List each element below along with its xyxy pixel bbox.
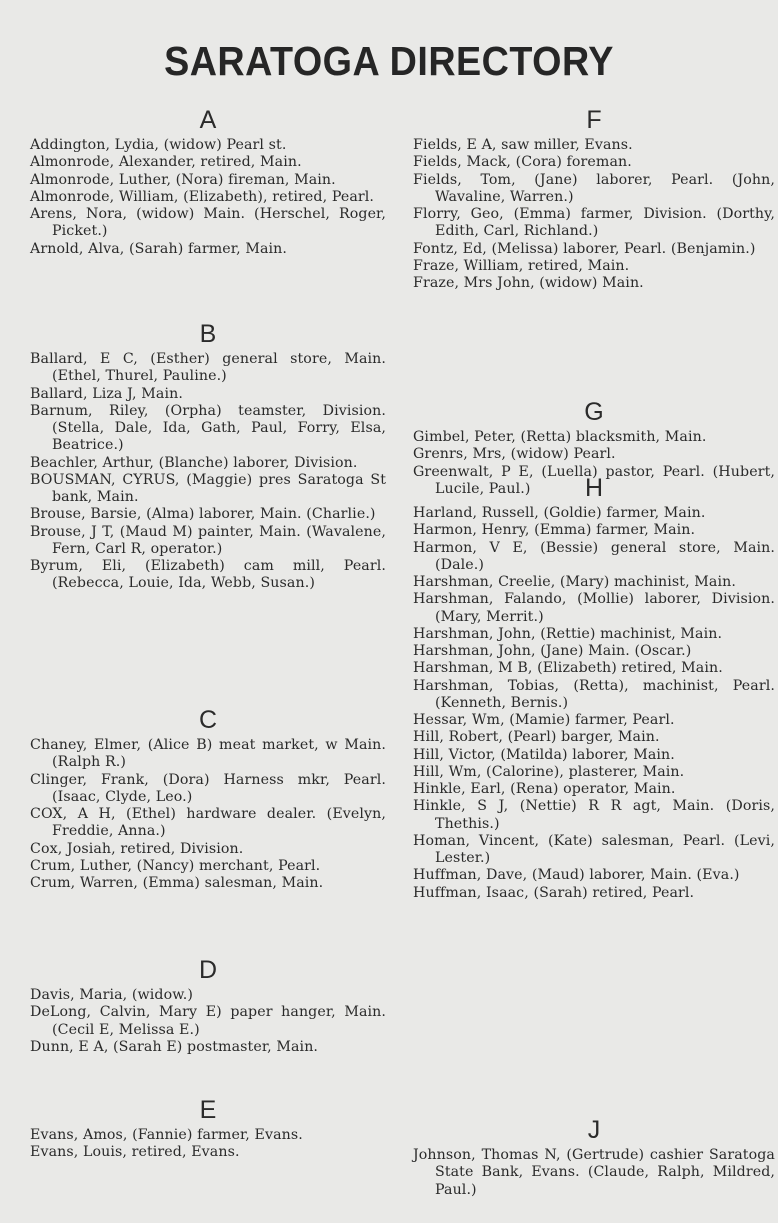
section-b [30,320,386,593]
directory-entry: Harshman, M B, (Elizabeth) retired, Main. [413,660,723,677]
directory-entry: Harmon, Henry, (Emma) farmer, Main. [413,522,696,539]
directory-entry: Dunn, E A, (Sarah E) postmaster, Main. [30,1038,319,1055]
directory-entry: Fontz, Ed, (Melissa) laborer, Pearl. (Benjamin.) [413,240,756,257]
directory-entry: Florry, Geo, (Emma) farmer, Division. (Dorthy, Edith, Carl, Richland.) [413,206,775,240]
directory-entry: Homan, Vincent, (Kate) salesman, Pearl. (Levi, Lester.) [413,832,775,866]
section-letter: D [198,956,218,984]
directory-entry: Greenwalt, P E, (Luella) pastor, Pearl. (Hubert, Lucile, Paul.) [413,463,775,497]
directory-entry: Hessar, Wm, (Mamie) farmer, Pearl. [413,712,675,728]
directory-entry: Harland, Russell, (Goldie) farmer, Main. [413,505,706,521]
directory-entry: Brouse, J T, (Maud M) painter, Main. (Wavalene, Fern, Carl R, operator.) [30,523,386,557]
directory-entry: Harshman, Falando, (Mollie) laborer, Division. (Mary, Merrit.) [413,591,775,625]
section-letter: A [199,106,217,134]
page-title: SARATOGA DIRECTORY [164,38,614,84]
directory-entry: Cox, Josiah, retired, Division. [30,840,244,857]
section-f [413,106,775,292]
directory-entry: Davis, Maria, (widow.) [30,987,194,1003]
directory-entry: Huffman, Isaac, (Sarah) retired, Pearl. [413,884,695,901]
section-letter: J [587,1116,601,1144]
directory-entry: Fraze, William, retired, Main. [413,257,630,274]
directory-entry: Johnson, Thomas N, (Gertrude) cashier Saratoga State Bank, Evans. (Claude, Ralph, Mildred, Paul.) [413,1147,775,1198]
directory-entry: Fields, E A, saw miller, Evans. [413,137,633,153]
directory-entry: Hinkle, Earl, (Rena) operator, Main. [413,781,676,797]
directory-entry: Almonrode, Alexander, retired, Main. [30,154,302,171]
directory-entry: Fields, Tom, (Jane) laborer, Pearl. (John, Wavaline, Warren.) [413,171,775,205]
directory-entry: Hill, Victor, (Matilda) laborer, Main. [413,746,675,763]
directory-entry: Harshman, Tobias, (Retta), machinist, Pearl. (Kenneth, Bernis.) [413,677,775,711]
section-h [413,474,775,902]
section-letter: B [199,320,217,348]
directory-entry: Harshman, Creelie, (Mary) machinist, Main. [413,574,736,590]
directory-entry: Fraze, Mrs John, (widow) Main. [413,275,644,291]
directory-entry: DeLong, Calvin, Mary E) paper hanger, Main. (Cecil E, Melissa E.) [30,1004,386,1038]
section-e [30,1096,386,1162]
section-letter: E [199,1096,217,1124]
section-c [30,706,386,892]
directory-entry: Brouse, Barsie, (Alma) laborer, Main. (Charlie.) [30,506,376,523]
section-letter: F [586,106,602,134]
directory-entry: COX, A H, (Ethel) hardware dealer. (Evelyn, Freddie, Anna.) [30,806,386,840]
directory-entry: Fields, Mack, (Cora) foreman. [413,154,632,171]
directory-entry: Addington, Lydia, (widow) Pearl st. [30,137,287,153]
directory-entry: Byrum, Eli, (Elizabeth) cam mill, Pearl. (Rebecca, Louie, Ida, Webb, Susan.) [30,558,386,592]
section-letter: H [584,474,604,502]
section-j [413,1116,775,1199]
directory-entry: Huffman, Dave, (Maud) laborer, Main. (Eva.) [413,867,740,884]
directory-entry: BOUSMAN, CYRUS, (Maggie) pres Saratoga St bank, Main. [30,471,386,505]
section-letter: C [198,706,218,734]
directory-entry: Chaney, Elmer, (Alice B) meat market, w Main. (Ralph R.) [30,737,386,771]
directory-entry: Beachler, Arthur, (Blanche) laborer, Division. [30,454,358,471]
directory-entry: Evans, Amos, (Fannie) farmer, Evans. [30,1127,303,1143]
section-d [30,956,386,1056]
directory-entry: Harshman, John, (Rettie) machinist, Main. [413,625,723,642]
directory-entry: Harshman, John, (Jane) Main. (Oscar.) [413,643,692,659]
section-a [30,106,386,258]
directory-entry: Gimbel, Peter, (Retta) blacksmith, Main. [413,429,707,445]
directory-entry: Almonrode, William, (Elizabeth), retired, Pearl. [30,188,375,205]
directory-entry: Ballard, E C, (Esther) general store, Main. (Ethel, Thurel, Pauline.) [30,351,386,385]
directory-entry: Evans, Louis, retired, Evans. [30,1144,240,1161]
directory-entry: Almonrode, Luther, (Nora) fireman, Main. [30,171,336,188]
directory-entry: Hill, Wm, (Calorine), plasterer, Main. [413,763,685,780]
directory-entry: Grenrs, Mrs, (widow) Pearl. [413,446,616,463]
directory-entry: Ballard, Liza J, Main. [30,385,183,402]
directory-entry: Barnum, Riley, (Orpha) teamster, Division. (Stella, Dale, Ida, Gath, Paul, Forry, Elsa, Beatrice.) [30,402,386,454]
directory-entry: Hinkle, S J, (Nettie) R R agt, Main. (Doris, Thethis.) [413,798,775,832]
section-letter: G [584,398,604,426]
directory-entry: Arens, Nora, (widow) Main. (Herschel, Roger, Picket.) [30,206,386,240]
directory-entry: Harmon, V E, (Bessie) general store, Main. (Dale.) [413,539,775,573]
directory-entry: Clinger, Frank, (Dora) Harness mkr, Pearl. (Isaac, Clyde, Leo.) [30,771,386,805]
directory-entry: Crum, Luther, (Nancy) merchant, Pearl. [30,857,321,874]
directory-entry: Crum, Warren, (Emma) salesman, Main. [30,875,324,891]
directory-entry: Hill, Robert, (Pearl) barger, Main. [413,729,660,746]
directory-entry: Arnold, Alva, (Sarah) farmer, Main. [30,240,288,257]
